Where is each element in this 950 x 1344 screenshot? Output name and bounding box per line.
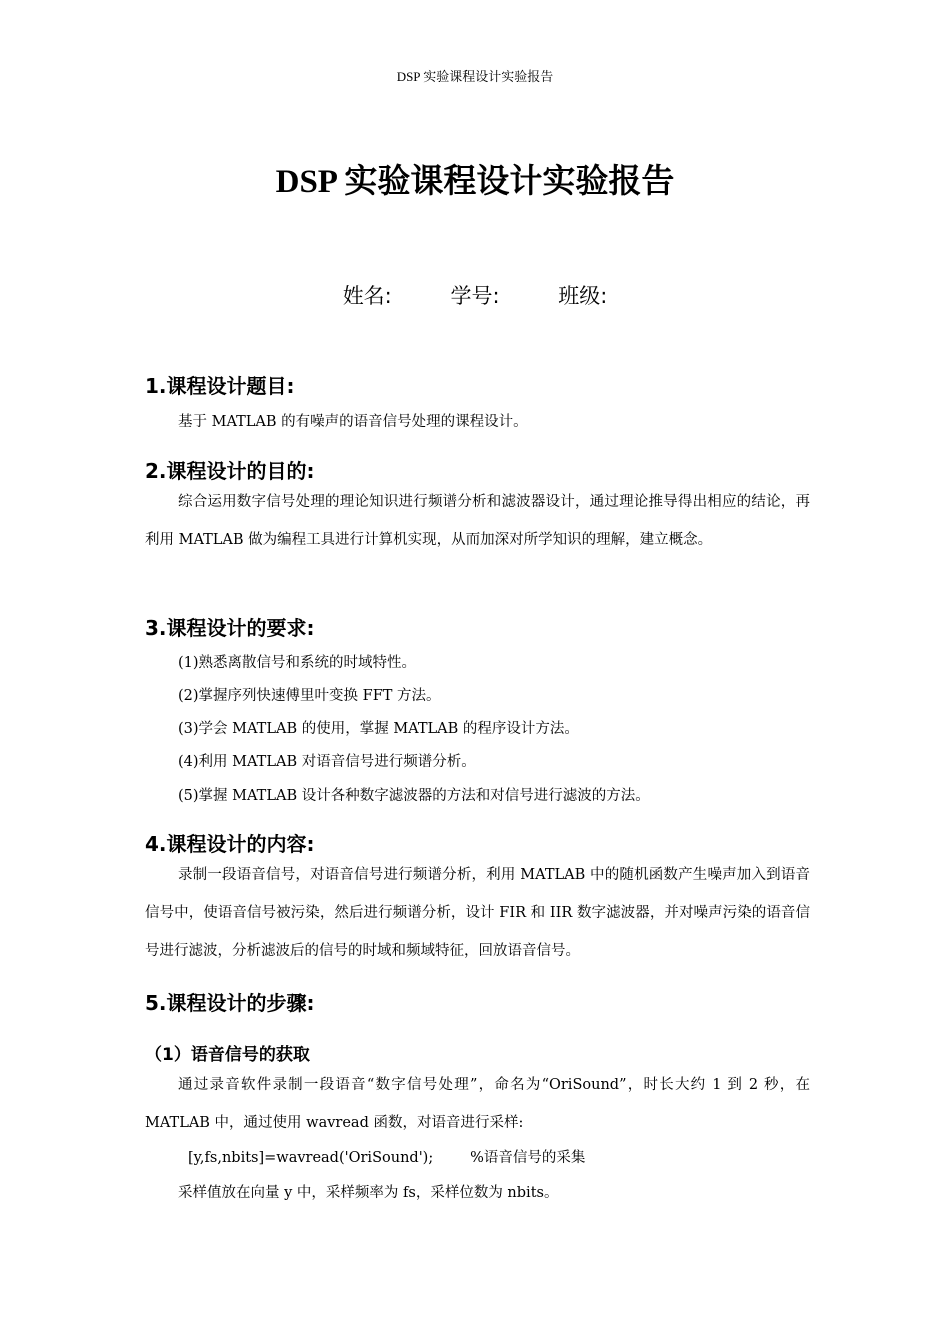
section-5-heading: 5.课程设计的步骤:: [145, 991, 315, 1015]
requirement-item: (2)掌握序列快速傅里叶变换 FFT 方法。: [178, 688, 441, 704]
section-4-heading: 4.课程设计的内容:: [145, 832, 315, 856]
requirement-item: (3)学会 MATLAB 的使用，掌握 MATLAB 的程序设计方法。: [178, 721, 579, 737]
section-2-body: 综合运用数字信号处理的理论知识进行频谱分析和滤波器设计，通过理论推导得出相应的结论，再利用 MATLAB 做为编程工具进行计算机实现，从而加深对所学知识的理解，建立概念。: [145, 494, 810, 548]
section-1-heading: 1.课程设计题目:: [145, 374, 295, 398]
student-id-label: 学号:: [450, 284, 500, 308]
requirement-item: (5)掌握 MATLAB 设计各种数字滤波器的方法和对信号进行滤波的方法。: [178, 788, 650, 804]
section-4-body: 录制一段语音信号，对语音信号进行频谱分析，利用 MATLAB 中的随机函数产生噪声加入到语音信号中，使语音信号被污染，然后进行频谱分析，设计 FIR 和 IIR 数字滤波器，并对噪声污染的语音信号进行滤波，分析滤波后的信号的时域和频域特征，回放语音信号。: [145, 867, 810, 959]
name-label: 姓名:: [342, 284, 392, 308]
student-info: [0, 280, 950, 310]
class-label: 班级:: [558, 284, 608, 308]
requirement-item: (1)熟悉离散信号和系统的时域特性。: [178, 655, 417, 671]
requirement-item: (4)利用 MATLAB 对语音信号进行频谱分析。: [178, 754, 476, 770]
subsection-1-after: 采样值放在向量 y 中，采样频率为 fs，采样位数为 nbits。: [178, 1185, 559, 1201]
section-3-heading: 3.课程设计的要求:: [145, 616, 315, 640]
document-title: DSP 实验课程设计实验报告: [275, 164, 675, 200]
page-header: DSP 实验课程设计实验报告: [396, 69, 554, 84]
subsection-1-heading: （1）语音信号的获取: [145, 1045, 310, 1065]
subsection-1-body: 通过录音软件录制一段语音“数字信号处理”，命名为“OriSound”，时长大约 1 到 2 秒，在 MATLAB 中，通过使用 wavread 函数，对语音进行采样:: [145, 1077, 810, 1131]
section-2-heading: 2.课程设计的目的:: [145, 459, 315, 483]
code-line: [y,fs,nbits]=wavread('OriSound'); %语音信号的采集: [188, 1150, 586, 1166]
section-1-body: 基于 MATLAB 的有噪声的语音信号处理的课程设计。: [178, 414, 528, 430]
